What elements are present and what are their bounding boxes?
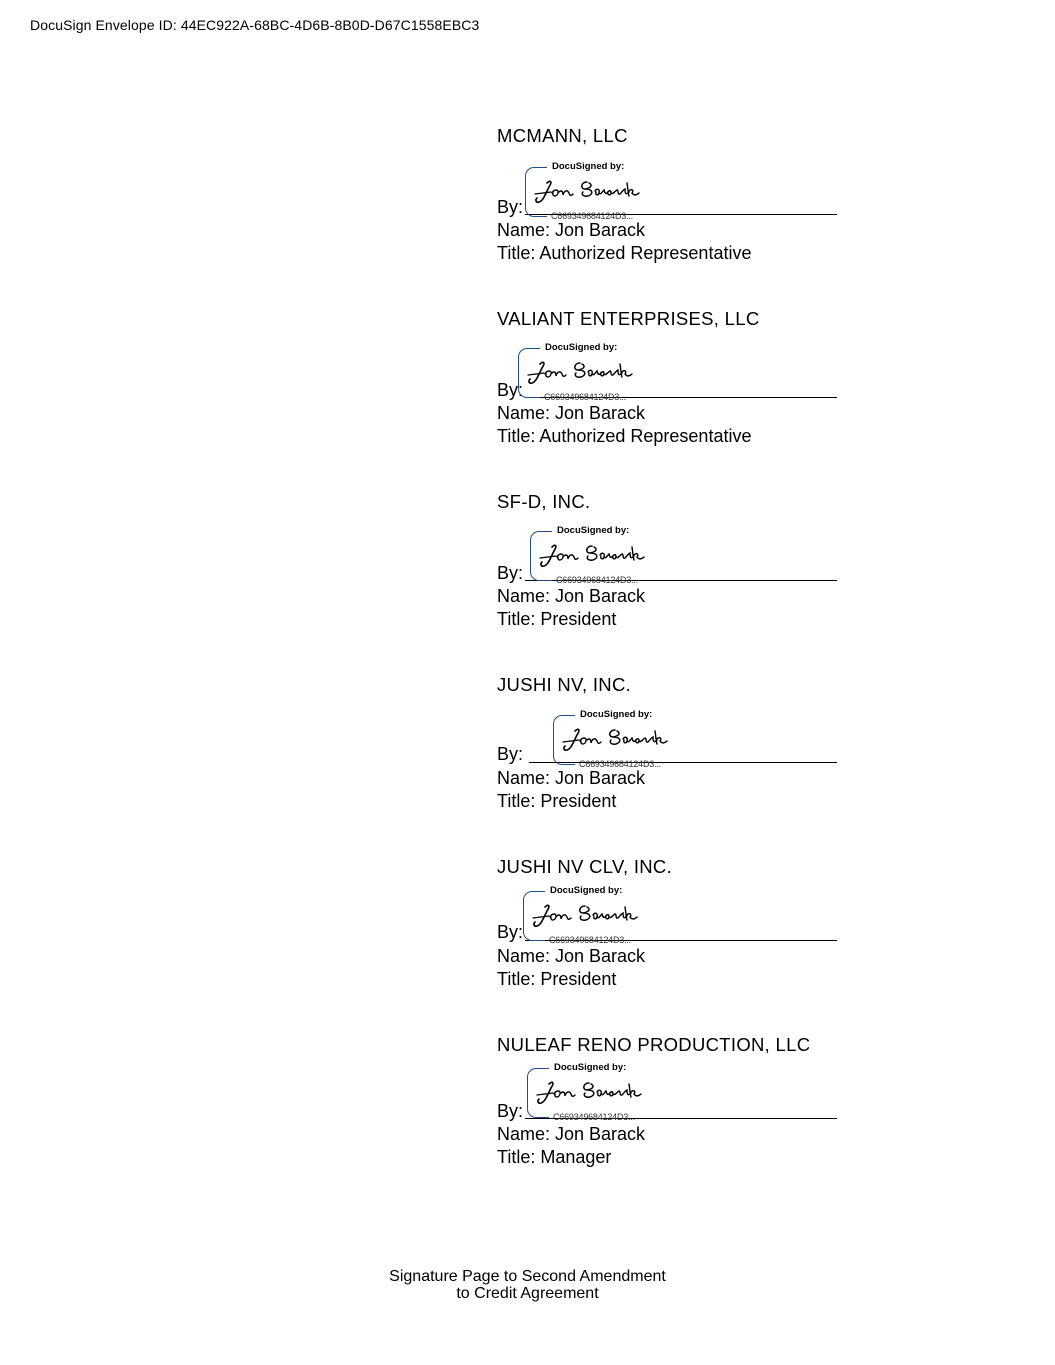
docusigned-by-label: DocuSigned by: — [580, 709, 653, 720]
docusigned-by-label: DocuSigned by: — [550, 885, 623, 896]
signer-id: C669349684124D3... — [544, 392, 626, 402]
page-footer — [0, 1268, 1055, 1302]
company-name: MCMANN, LLC — [497, 125, 628, 146]
signer-title: Title: President — [497, 969, 617, 989]
signer-name: Name: Jon Barack — [497, 220, 646, 240]
signer-name: Name: Jon Barack — [497, 586, 646, 606]
company-name: JUSHI NV, INC. — [497, 674, 632, 695]
handwritten-signature-icon — [538, 541, 658, 571]
by-label: By: — [497, 1101, 524, 1121]
docusigned-by-label: DocuSigned by: — [552, 161, 625, 172]
footer-line-2: to Credit Agreement — [456, 1285, 599, 1302]
signature-block — [497, 856, 857, 1016]
signer-title: Title: Authorized Representative — [497, 243, 752, 263]
handwritten-signature-icon — [535, 1078, 655, 1108]
company-name: SF-D, INC. — [497, 491, 591, 512]
envelope-id: DocuSign Envelope ID: 44EC922A-68BC-4D6B-8B0D-D67C1558EBC3 — [30, 17, 480, 33]
signature-block — [497, 125, 857, 285]
signer-title: Title: President — [497, 791, 617, 811]
company-name: JUSHI NV CLV, INC. — [497, 856, 673, 877]
company-name: VALIANT ENTERPRISES, LLC — [497, 308, 760, 329]
docusigned-by-label: DocuSigned by: — [554, 1062, 627, 1073]
docusign-signature-box — [527, 1062, 657, 1122]
docusigned-by-label: DocuSigned by: — [545, 342, 618, 353]
signature-block — [497, 1034, 857, 1194]
signer-id: C669349684124D3... — [579, 759, 661, 769]
signer-id: C669349684124D3... — [549, 935, 631, 945]
signer-id: C669349684124D3... — [553, 1112, 635, 1122]
signer-title: Title: Manager — [497, 1147, 612, 1167]
docusigned-by-label: DocuSigned by: — [557, 525, 630, 536]
signer-name: Name: Jon Barack — [497, 946, 646, 966]
footer-line-1: Signature Page to Second Amendment — [389, 1268, 666, 1285]
by-label: By: — [497, 744, 524, 764]
signer-title: Title: Authorized Representative — [497, 426, 752, 446]
by-label: By: — [497, 380, 524, 400]
docusign-signature-box — [553, 709, 683, 769]
docusign-signature-box — [518, 342, 648, 402]
by-label: By: — [497, 563, 524, 583]
signer-id: C669349684124D3... — [551, 211, 633, 221]
handwritten-signature-icon — [533, 177, 653, 207]
by-label: By: — [497, 197, 524, 217]
signer-name: Name: Jon Barack — [497, 768, 646, 788]
signer-id: C669349684124D3... — [556, 575, 638, 585]
company-name: NULEAF RENO PRODUCTION, LLC — [497, 1034, 811, 1055]
signature-block — [497, 308, 857, 468]
by-label: By: — [497, 922, 524, 942]
signer-name: Name: Jon Barack — [497, 1124, 646, 1144]
signer-name: Name: Jon Barack — [497, 403, 646, 423]
docusign-signature-box — [525, 161, 655, 221]
signature-block — [497, 491, 857, 651]
docusign-signature-box — [523, 885, 653, 945]
handwritten-signature-icon — [531, 901, 651, 931]
handwritten-signature-icon — [561, 725, 681, 755]
signer-title: Title: President — [497, 609, 617, 629]
handwritten-signature-icon — [526, 358, 646, 388]
docusign-signature-box — [530, 525, 660, 585]
signature-block — [497, 674, 857, 834]
